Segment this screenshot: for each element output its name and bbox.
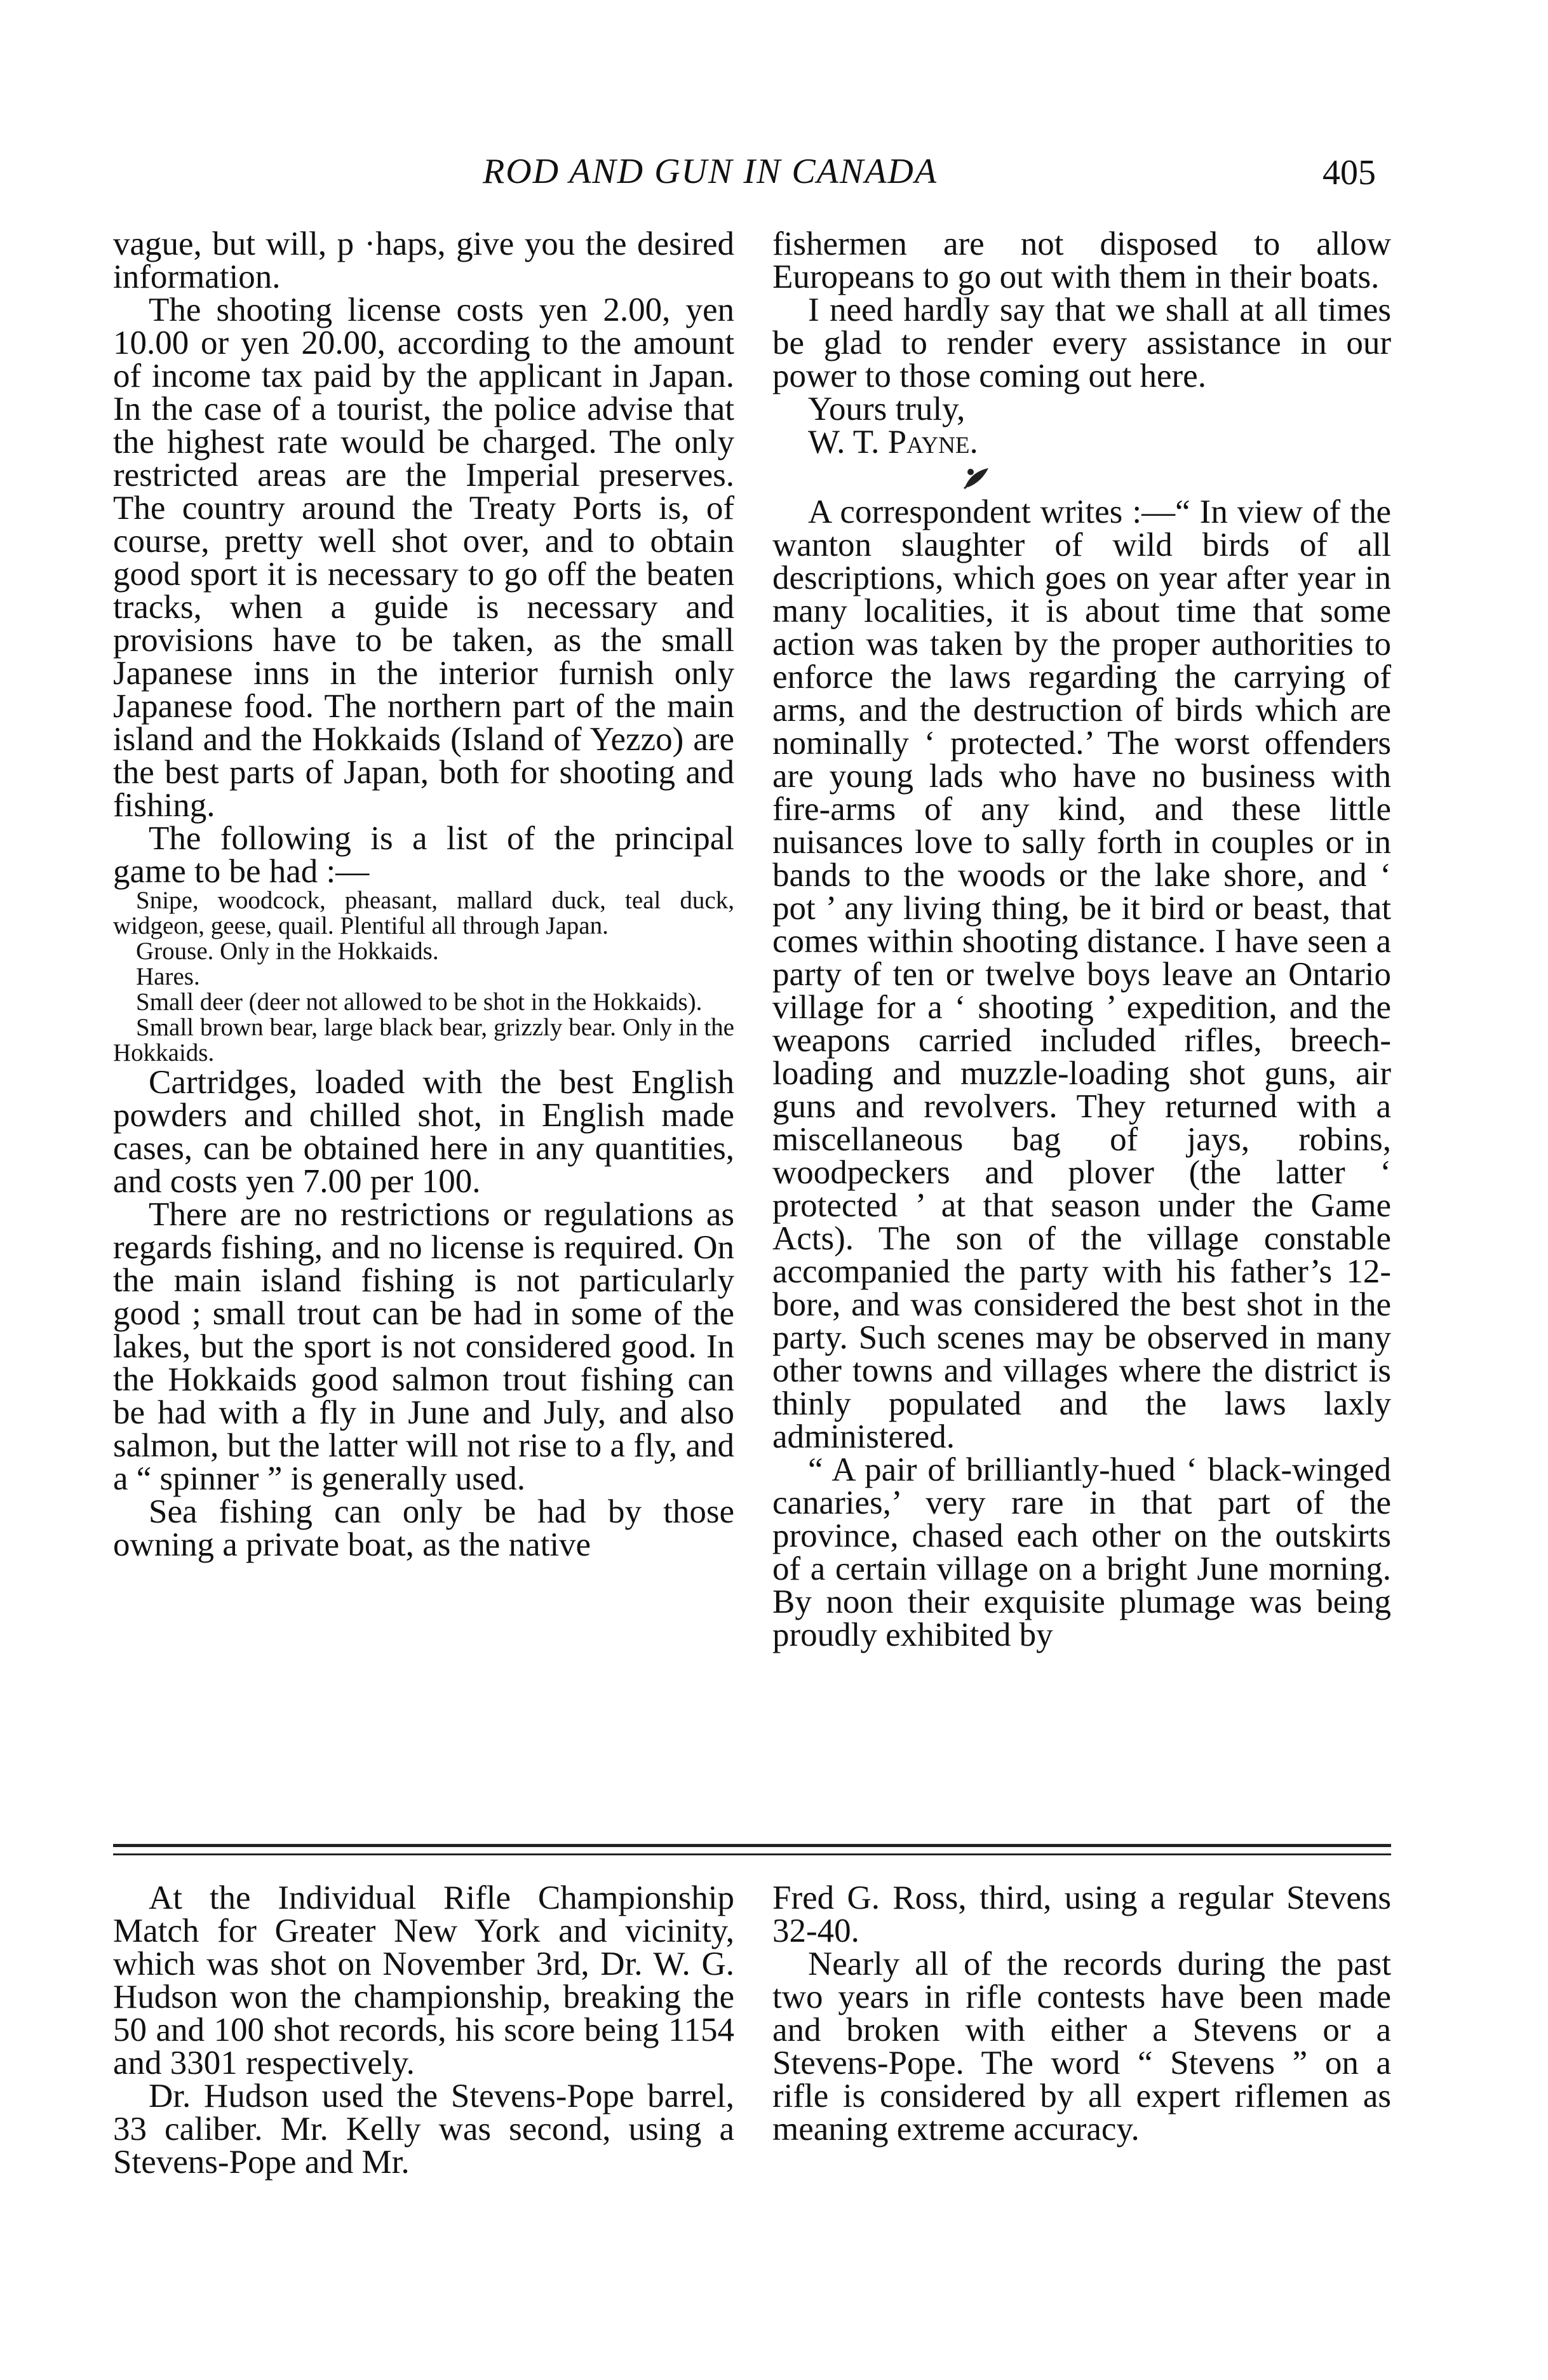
letter-signature	[772, 426, 1391, 459]
game-list-item: Small brown bear, large black bear, grizzly bear. Only in the Hokkaids.	[113, 1014, 734, 1066]
right-column	[772, 227, 1391, 1651]
game-list-item: Snipe, woodcock, pheasant, mallard duck, teal duck, widgeon, geese, quail. Plentiful all through Japan.	[113, 887, 734, 939]
game-list-item: Hares.	[136, 963, 200, 990]
bottom-left-paragraph-1: At the Individual Rifle Championship Match for Greater New York and vicinity, which was shot on November 3rd, Dr. W. G. Hudson won the championship, breaking the 50 and 100 shot records, his score being 1154 and 3301 respectively.	[113, 1879, 734, 2081]
left-paragraph-2: The shooting license costs yen 2.00, yen 10.00 or yen 20.00, according to the amount of income tax paid by the applicant in Japan. In the case of a tourist, the police advise that the highest rate would be charged. The only restricted areas are the Imperial preserves. The country around the Treaty Ports is, of course, pretty well shot over, and to obtain good sport it is necessary to go off the beaten tracks, when a guide is necessary and provisions have to be taken, as the small Japanese inns in the interior furnish only Japanese food. The northern part of the main island and the Hokkaids (Island of Yezzo) are the best parts of Japan, both for shooting and fishing.	[113, 292, 734, 824]
right-paragraph-2: I need hardly say that we shall at all times be glad to render every assistance in our power to those coming out here.	[772, 292, 1391, 394]
right-paragraph-4: “ A pair of brilliantly-hued ‘ black-winged canaries,’ very rare in that part of the province, chased each other on the outskirts of a certain village on a bright June morning. By noon their exquisite plumage was being proudly exhibited by	[772, 1451, 1391, 1653]
bottom-left-paragraph-2: Dr. Hudson used the Stevens-Pope barrel, 33 caliber. Mr. Kelly was second, using a Stevens-Pope and Mr.	[113, 2078, 734, 2181]
signature-initials: W. T.	[808, 424, 888, 461]
left-paragraph-3: The following is a list of the principal game to be had :—	[113, 820, 734, 890]
divider-rule	[113, 1844, 1391, 1847]
page-header	[0, 151, 1548, 202]
section-divider	[113, 1844, 1391, 1862]
left-paragraph-5: There are no restrictions or regulations as regards fishing, and no license is required. On the main island fishing is not particularly good ; small trout can be had in some of the lakes, but the sport is not considered good. In the Hokkaids good salmon trout fishing can be had with a fly in June and July, and also salmon, but the latter will not rise to a fly, and a “ spinner ” is generally used.	[113, 1196, 734, 1497]
letter-closing: Yours truly,	[808, 391, 966, 427]
right-paragraph-3: A correspondent writes :—“ In view of the wanton slaughter of wild birds of all descriptions, which goes on year after year in many localities, it is about time that some action was taken by the proper authorities to enforce the laws regarding the carrying of arms, and the destruction of birds which are nominally ‘ protected.’ The worst offenders are young lads who have no business with fire-arms of any kind, and these little nuisances love to sally forth in couples or in bands to the woods or the lake shore, and ‘ pot ’ any living thing, be it bird or beast, that comes within shooting distance. I have seen a party of ten or twelve boys leave an Ontario village for a ‘ shooting ’ expedition, and the weapons carried included rifles, breech-loading and muzzle-loading shot guns, air guns and revolvers. They returned with a miscellaneous bag of jays, robins, woodpeckers and plover (the latter ‘ protected ’ at that season under the Game Acts). The son of the village constable accompanied the party with his father’s 12-bore, and was considered the best shot in the party. Such scenes may be observed in many other towns and villages where the district is thinly populated and the laws laxly administered.	[772, 494, 1391, 1455]
leaf-ornament-icon	[772, 462, 1391, 494]
left-column	[113, 227, 734, 1561]
right-paragraph-1: fishermen are not disposed to allow Europeans to go out with them in their boats.	[772, 225, 1391, 295]
left-paragraph-6: Sea fishing can only be had by those owning a private boat, as the native	[113, 1493, 734, 1563]
bottom-right-paragraph-2: Nearly all of the records during the past two years in rifle contests have been made and broken with either a Stevens or a Stevens-Pope. The word “ Stevens ” on a rifle is considered by all expert riflemen as meaning extreme accuracy.	[772, 1946, 1391, 2148]
bottom-left-column	[113, 1881, 734, 2179]
game-list-item: Small deer (deer not allowed to be shot in the Hokkaids).	[136, 988, 703, 1016]
bottom-right-column	[772, 1881, 1391, 2146]
left-paragraph-1: vague, but will, p ·haps, give you the desired information.	[113, 225, 734, 295]
left-paragraph-4: Cartridges, loaded with the best English powders and chilled shot, in English made cases, can be obtained here in any quantities, and costs yen 7.00 per 100.	[113, 1064, 734, 1200]
bottom-right-paragraph-1: Fred G. Ross, third, using a regular Stevens 32-40.	[772, 1879, 1391, 1949]
running-title: ROD AND GUN IN CANADA	[483, 152, 938, 191]
signature-surname: Payne.	[887, 424, 978, 461]
divider-rule	[113, 1853, 1391, 1855]
page-number: 405	[1323, 153, 1376, 192]
game-list-item: Grouse. Only in the Hokkaids.	[136, 938, 439, 965]
